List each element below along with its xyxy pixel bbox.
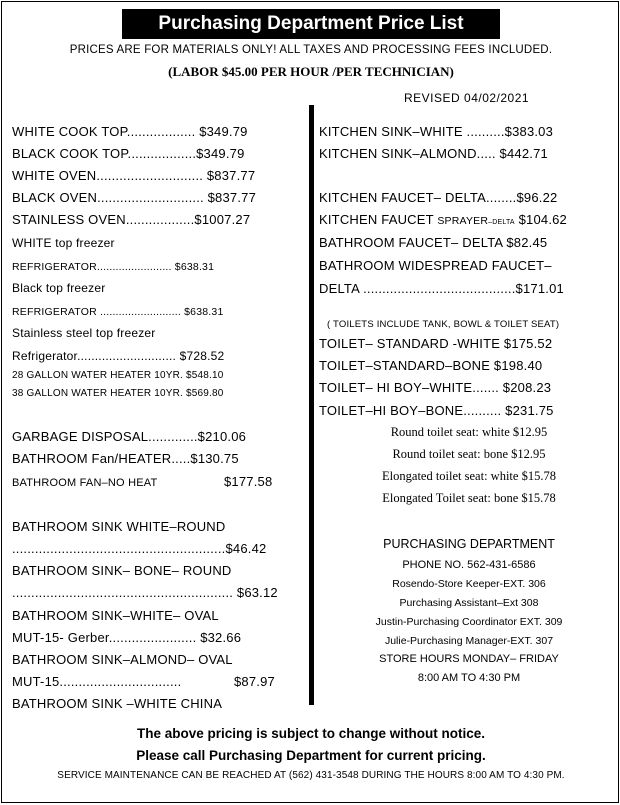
item-sink-white-round: BATHROOM SINK WHITE–ROUND xyxy=(12,519,226,534)
item-sink-white-china: BATHROOM SINK –WHITE CHINA xyxy=(12,696,223,711)
item-white-fridge-price: REFRIGERATOR........................ $638.31 xyxy=(12,261,215,273)
item-kitchen-sink-white: KITCHEN SINK–WHITE ..........$383.03 xyxy=(319,124,554,139)
item-toilet-hi-boy-white: TOILET– HI BOY–WHITE....... $208.23 xyxy=(319,380,552,395)
item-elongated-seat-white: Elongated toilet seat: white $15.78 xyxy=(382,469,556,483)
item-sink-bone-round-price: .......................................................... $63.12 xyxy=(12,585,278,600)
footer-service-maintenance: SERVICE MAINTENANCE CAN BE REACHED AT (562) 431-3548 DURING THE HOURS 8:00 AM TO 4:30 PM. xyxy=(57,770,565,781)
dept-title: PURCHASING DEPARTMENT xyxy=(383,537,555,551)
item-toilet-standard-bone: TOILET–STANDARD–BONE $198.40 xyxy=(319,358,543,373)
item-stainless-fridge-price: Refrigerator............................ $728.52 xyxy=(12,349,225,363)
item-round-seat-bone: Round toilet seat: bone $12.95 xyxy=(392,447,546,461)
item-kitchen-faucet-delta: KITCHEN FAUCET– DELTA........$96.22 xyxy=(319,190,558,205)
item-toilet-hi-boy-bone: TOILET–HI BOY–BONE.......... $231.75 xyxy=(319,403,554,418)
item-white-oven: WHITE OVEN............................ $837.77 xyxy=(12,168,256,183)
item-white-fridge: WHITE top freezer xyxy=(12,236,115,250)
item-bathroom-fan-no-heat: BATHROOM FAN–NO HEAT xyxy=(12,477,158,489)
item-bathroom-faucet-delta: BATHROOM FAUCET– DELTA $82.45 xyxy=(319,235,548,250)
item-white-cook-top: WHITE COOK TOP.................. $349.79 xyxy=(12,124,248,139)
materials-note: PRICES ARE FOR MATERIALS ONLY! ALL TAXES AND PROCESSING FEES INCLUDED. xyxy=(69,44,553,56)
item-garbage-disposal: GARBAGE DISPOSAL.............$210.06 xyxy=(12,429,247,444)
store-hours-days: STORE HOURS MONDAY– FRIDAY xyxy=(379,653,559,665)
item-kitchen-sink-almond: KITCHEN SINK–ALMOND..... $442.71 xyxy=(319,146,548,161)
item-sink-white-oval: BATHROOM SINK–WHITE– OVAL xyxy=(12,608,219,623)
contact-purchasing-manager: Julie-Purchasing Manager-EXT. 307 xyxy=(384,635,554,647)
item-bathroom-fan-no-heat-price: $177.58 xyxy=(224,474,273,489)
labor-note: (LABOR $45.00 PER HOUR /PER TECHNICIAN) xyxy=(168,64,454,79)
store-hours-time: 8:00 AM TO 4:30 PM xyxy=(417,672,521,684)
item-black-cook-top: BLACK COOK TOP..................$349.79 xyxy=(12,146,245,161)
toilet-note: ( TOILETS INCLUDE TANK, BOWL & TOILET SEAT) xyxy=(327,319,560,330)
item-kitchen-faucet-sprayer: KITCHEN FAUCET SPRAYER–DELTA $104.62 xyxy=(319,212,567,227)
item-bathroom-fan-heater: BATHROOM Fan/HEATER.....$130.75 xyxy=(12,451,239,466)
footer-call-note: Please call Purchasing Department for current pricing. xyxy=(136,748,486,763)
item-sink-bone-round: BATHROOM SINK– BONE– ROUND xyxy=(12,563,232,578)
contact-purchasing-coordinator: Justin-Purchasing Coordinator EXT. 309 xyxy=(375,616,563,628)
item-sink-white-round-price: ........................................................$46.42 xyxy=(12,541,267,556)
item-elongated-seat-bone: Elongated Toilet seat: bone $15.78 xyxy=(382,491,556,505)
dept-phone: PHONE NO. 562-431-6586 xyxy=(402,559,536,571)
item-sink-white-oval-price: MUT-15- Gerber....................... $32.66 xyxy=(12,630,242,645)
revised-date: REVISED 04/02/2021 xyxy=(404,91,530,105)
item-black-fridge: Black top freezer xyxy=(12,281,106,295)
item-sink-almond-oval: BATHROOM SINK–ALMOND– OVAL xyxy=(12,652,233,667)
item-bathroom-widespread-faucet: BATHROOM WIDESPREAD FAUCET– xyxy=(319,258,552,273)
page-title: Purchasing Department Price List xyxy=(122,9,500,39)
item-black-fridge-price: REFRIGERATOR .......................... $638.31 xyxy=(12,306,224,318)
footer-notice: The above pricing is subject to change without notice. xyxy=(136,726,486,741)
item-38-gallon-water-heater: 38 GALLON WATER HEATER 10YR. $569.80 xyxy=(12,388,224,399)
item-stainless-oven: STAINLESS OVEN..................$1007.27 xyxy=(12,212,251,227)
item-black-oven: BLACK OVEN............................ $837.77 xyxy=(12,190,257,205)
item-bathroom-widespread-faucet-price: DELTA ........................................$171.01 xyxy=(319,281,564,296)
column-divider xyxy=(309,105,314,705)
item-sink-almond-oval-model: MUT-15................................ xyxy=(12,674,182,689)
item-round-seat-white: Round toilet seat: white $12.95 xyxy=(390,425,548,439)
price-list-page xyxy=(1,1,619,803)
item-28-gallon-water-heater: 28 GALLON WATER HEATER 10YR. $548.10 xyxy=(12,370,224,381)
item-stainless-fridge: Stainless steel top freezer xyxy=(12,326,156,340)
item-sink-almond-oval-price: $87.97 xyxy=(234,674,275,689)
item-toilet-standard-white: TOILET– STANDARD -WHITE $175.52 xyxy=(319,336,553,351)
contact-purchasing-assistant: Purchasing Assistant–Ext 308 xyxy=(399,597,539,609)
contact-store-keeper: Rosendo-Store Keeper-EXT. 306 xyxy=(392,578,546,590)
